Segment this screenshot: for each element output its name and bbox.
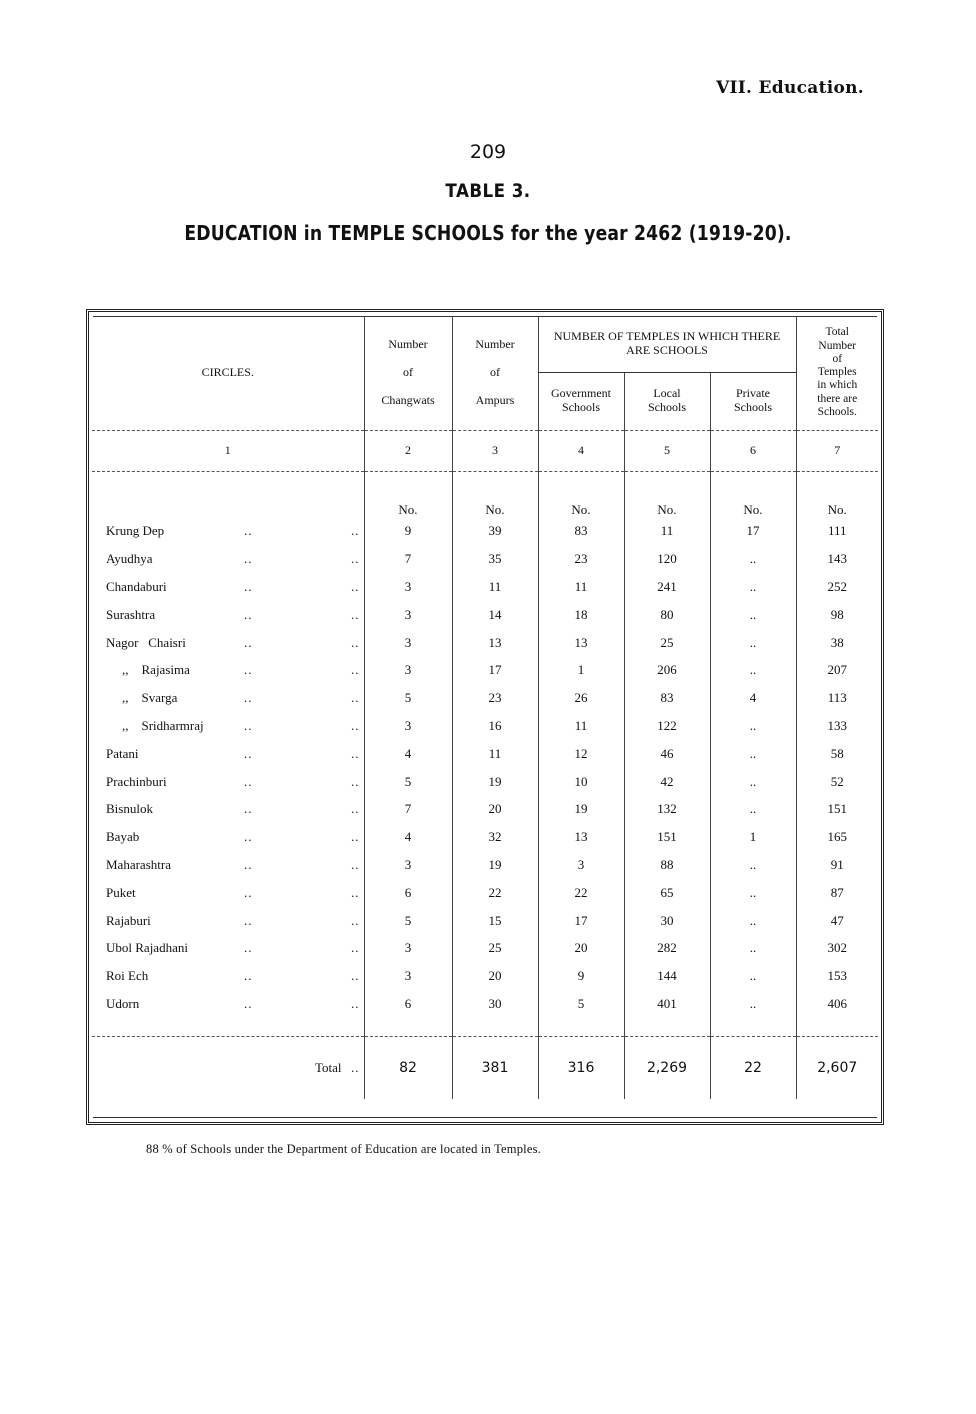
ampurs-cell: 17 (452, 656, 538, 684)
government-cell: 5 (538, 990, 624, 1018)
private-cell: .. (710, 656, 796, 684)
local-cell: 132 (624, 795, 710, 823)
changwats-cell: 3 (364, 573, 452, 601)
circle-name: Puket .. .. (106, 884, 360, 900)
local-cell: 401 (624, 990, 710, 1018)
total-cell: 406 (796, 990, 878, 1018)
table-title: EDUCATION in TEMPLE SCHOOLS for the year 2462 (1919-20). (184, 221, 792, 245)
ampurs-cell: 20 (452, 795, 538, 823)
education-table (92, 316, 878, 1099)
total-label: Total .. (314, 1059, 360, 1075)
ampurs-cell: 13 (452, 629, 538, 657)
local-cell: 144 (624, 962, 710, 990)
private-cell: .. (710, 545, 796, 573)
changwats-cell: 3 (364, 712, 452, 740)
government-cell: 18 (538, 601, 624, 629)
local-cell: 11 (624, 518, 710, 546)
table-row (92, 712, 878, 740)
total-cell: 143 (796, 545, 878, 573)
private-cell: .. (710, 795, 796, 823)
private-cell: .. (710, 740, 796, 768)
private-cell: .. (710, 573, 796, 601)
local-cell: 241 (624, 573, 710, 601)
ampurs-cell: 35 (452, 545, 538, 573)
private-cell: 17 (710, 518, 796, 546)
government-cell: 26 (538, 684, 624, 712)
ampurs-cell: 39 (452, 518, 538, 546)
total-row (92, 1036, 878, 1099)
private-cell: .. (710, 879, 796, 907)
circle-name: Surashtra .. .. (106, 606, 360, 622)
total-cell: 153 (796, 962, 878, 990)
ampurs-cell: 32 (452, 823, 538, 851)
government-cell: 1 (538, 656, 624, 684)
header-changwats: Number of Changwats (364, 316, 452, 430)
circle-name: Patani .. .. (106, 745, 360, 761)
header-ampurs: Number of Ampurs (452, 316, 538, 430)
local-cell: 25 (624, 629, 710, 657)
local-cell: 83 (624, 684, 710, 712)
circle-name: Nagor Chaisri .. .. (106, 634, 360, 650)
government-cell: 23 (538, 545, 624, 573)
changwats-cell: 5 (364, 684, 452, 712)
table-row (92, 601, 878, 629)
changwats-cell: 5 (364, 768, 452, 796)
private-cell: 4 (710, 684, 796, 712)
circle-name: ,, Svarga .. .. (122, 690, 360, 706)
circle-name: Krung Dep .. .. (106, 523, 360, 539)
total-cell: 111 (796, 518, 878, 546)
changwats-cell: 7 (364, 545, 452, 573)
ampurs-cell: 16 (452, 712, 538, 740)
total-ampurs: 381 (452, 1036, 538, 1099)
table-row (92, 823, 878, 851)
private-cell: .. (710, 934, 796, 962)
total-cell: 52 (796, 768, 878, 796)
total-cell: 47 (796, 907, 878, 935)
table-number: TABLE 3. (445, 180, 531, 202)
changwats-cell: 3 (364, 962, 452, 990)
column-number: 1 (224, 443, 231, 457)
changwats-cell: 6 (364, 879, 452, 907)
table-row (92, 629, 878, 657)
circle-name: Udorn .. .. (106, 995, 360, 1011)
local-cell: 122 (624, 712, 710, 740)
ampurs-cell: 11 (452, 740, 538, 768)
ampurs-cell: 23 (452, 684, 538, 712)
changwats-cell: 3 (364, 934, 452, 962)
circle-name: Prachinburi .. .. (106, 773, 360, 789)
ampurs-cell: 20 (452, 962, 538, 990)
private-cell: 1 (710, 823, 796, 851)
total-temples: 2,607 (796, 1036, 878, 1099)
private-cell: .. (710, 768, 796, 796)
government-cell: 17 (538, 907, 624, 935)
government-cell: 10 (538, 768, 624, 796)
private-cell: .. (710, 962, 796, 990)
circle-name: Chandaburi .. .. (106, 578, 360, 594)
government-cell: 20 (538, 934, 624, 962)
ampurs-cell: 11 (452, 573, 538, 601)
government-cell: 19 (538, 795, 624, 823)
unit-label: No. (796, 471, 878, 518)
unit-label: No. (538, 471, 624, 518)
ampurs-cell: 15 (452, 907, 538, 935)
total-cell: 207 (796, 656, 878, 684)
changwats-cell: 6 (364, 990, 452, 1018)
government-cell: 83 (538, 518, 624, 546)
changwats-cell: 3 (364, 656, 452, 684)
table-row (92, 907, 878, 935)
total-private: 22 (710, 1036, 796, 1099)
table-row (92, 795, 878, 823)
column-number: 5 (624, 430, 710, 471)
table-row (92, 573, 878, 601)
total-changwats: 82 (364, 1036, 452, 1099)
government-cell: 22 (538, 879, 624, 907)
changwats-cell: 3 (364, 629, 452, 657)
page-number: 209 (469, 141, 507, 163)
table-row (92, 545, 878, 573)
total-cell: 113 (796, 684, 878, 712)
local-cell: 206 (624, 656, 710, 684)
government-cell: 11 (538, 712, 624, 740)
circle-name: ,, Sridharmraj .. .. (122, 717, 360, 733)
header-private: Private Schools (710, 372, 796, 430)
ampurs-cell: 19 (452, 768, 538, 796)
unit-label: No. (710, 471, 796, 518)
total-cell: 252 (796, 573, 878, 601)
ampurs-cell: 19 (452, 851, 538, 879)
government-cell: 13 (538, 823, 624, 851)
government-cell: 11 (538, 573, 624, 601)
column-number: 2 (364, 430, 452, 471)
column-number: 6 (710, 430, 796, 471)
total-cell: 165 (796, 823, 878, 851)
private-cell: .. (710, 990, 796, 1018)
table-row (92, 740, 878, 768)
unit-label: No. (624, 471, 710, 518)
local-cell: 65 (624, 879, 710, 907)
header-total-temples: Total Number of Temples in which there are Schools. (796, 316, 878, 430)
circle-name: Bisnulok .. .. (106, 801, 360, 817)
private-cell: .. (710, 907, 796, 935)
total-cell: 38 (796, 629, 878, 657)
circle-name: Ubol Rajadhani .. .. (106, 940, 360, 956)
private-cell: .. (710, 851, 796, 879)
changwats-cell: 9 (364, 518, 452, 546)
private-cell: .. (710, 712, 796, 740)
local-cell: 42 (624, 768, 710, 796)
changwats-cell: 3 (364, 601, 452, 629)
government-cell: 9 (538, 962, 624, 990)
section-header: VII. Education. (716, 78, 864, 98)
ampurs-cell: 22 (452, 879, 538, 907)
private-cell: .. (710, 601, 796, 629)
total-cell: 87 (796, 879, 878, 907)
changwats-cell: 4 (364, 740, 452, 768)
header-government: Government Schools (538, 372, 624, 430)
table-row (92, 684, 878, 712)
circle-name: Rajaburi .. .. (106, 912, 360, 928)
total-government: 316 (538, 1036, 624, 1099)
total-cell: 58 (796, 740, 878, 768)
local-cell: 30 (624, 907, 710, 935)
header-circles: CIRCLES. (92, 316, 364, 430)
changwats-cell: 3 (364, 851, 452, 879)
header-local: Local Schools (624, 372, 710, 430)
local-cell: 120 (624, 545, 710, 573)
total-cell: 133 (796, 712, 878, 740)
changwats-cell: 4 (364, 823, 452, 851)
circle-name: Maharashtra .. .. (106, 856, 360, 872)
circle-name: Roi Ech .. .. (106, 968, 360, 984)
local-cell: 46 (624, 740, 710, 768)
footnote: 88 % of Schools under the Department of Education are located in Temples. (146, 1142, 541, 1156)
local-cell: 88 (624, 851, 710, 879)
ampurs-cell: 25 (452, 934, 538, 962)
government-cell: 3 (538, 851, 624, 879)
local-cell: 151 (624, 823, 710, 851)
government-cell: 12 (538, 740, 624, 768)
local-cell: 282 (624, 934, 710, 962)
total-cell: 98 (796, 601, 878, 629)
table-row (92, 990, 878, 1018)
total-cell: 151 (796, 795, 878, 823)
total-local: 2,269 (624, 1036, 710, 1099)
table-row (92, 656, 878, 684)
column-number: 4 (538, 430, 624, 471)
ampurs-cell: 14 (452, 601, 538, 629)
total-cell: 302 (796, 934, 878, 962)
ampurs-cell: 30 (452, 990, 538, 1018)
table-row (92, 934, 878, 962)
table-row (92, 879, 878, 907)
government-cell: 13 (538, 629, 624, 657)
circle-name: ,, Rajasima .. .. (122, 662, 360, 678)
total-cell: 91 (796, 851, 878, 879)
table-row (92, 851, 878, 879)
changwats-cell: 5 (364, 907, 452, 935)
local-cell: 80 (624, 601, 710, 629)
circle-name: Bayab .. .. (106, 829, 360, 845)
column-number: 7 (796, 430, 878, 471)
table-row (92, 518, 878, 546)
circle-name: Ayudhya .. .. (106, 551, 360, 567)
column-number: 3 (452, 430, 538, 471)
table-row (92, 962, 878, 990)
private-cell: .. (710, 629, 796, 657)
changwats-cell: 7 (364, 795, 452, 823)
unit-label: No. (452, 471, 538, 518)
unit-label: No. (364, 471, 452, 518)
table-row (92, 768, 878, 796)
header-temple-group: NUMBER OF TEMPLES IN WHICH THERE ARE SCHOOLS (538, 316, 796, 372)
